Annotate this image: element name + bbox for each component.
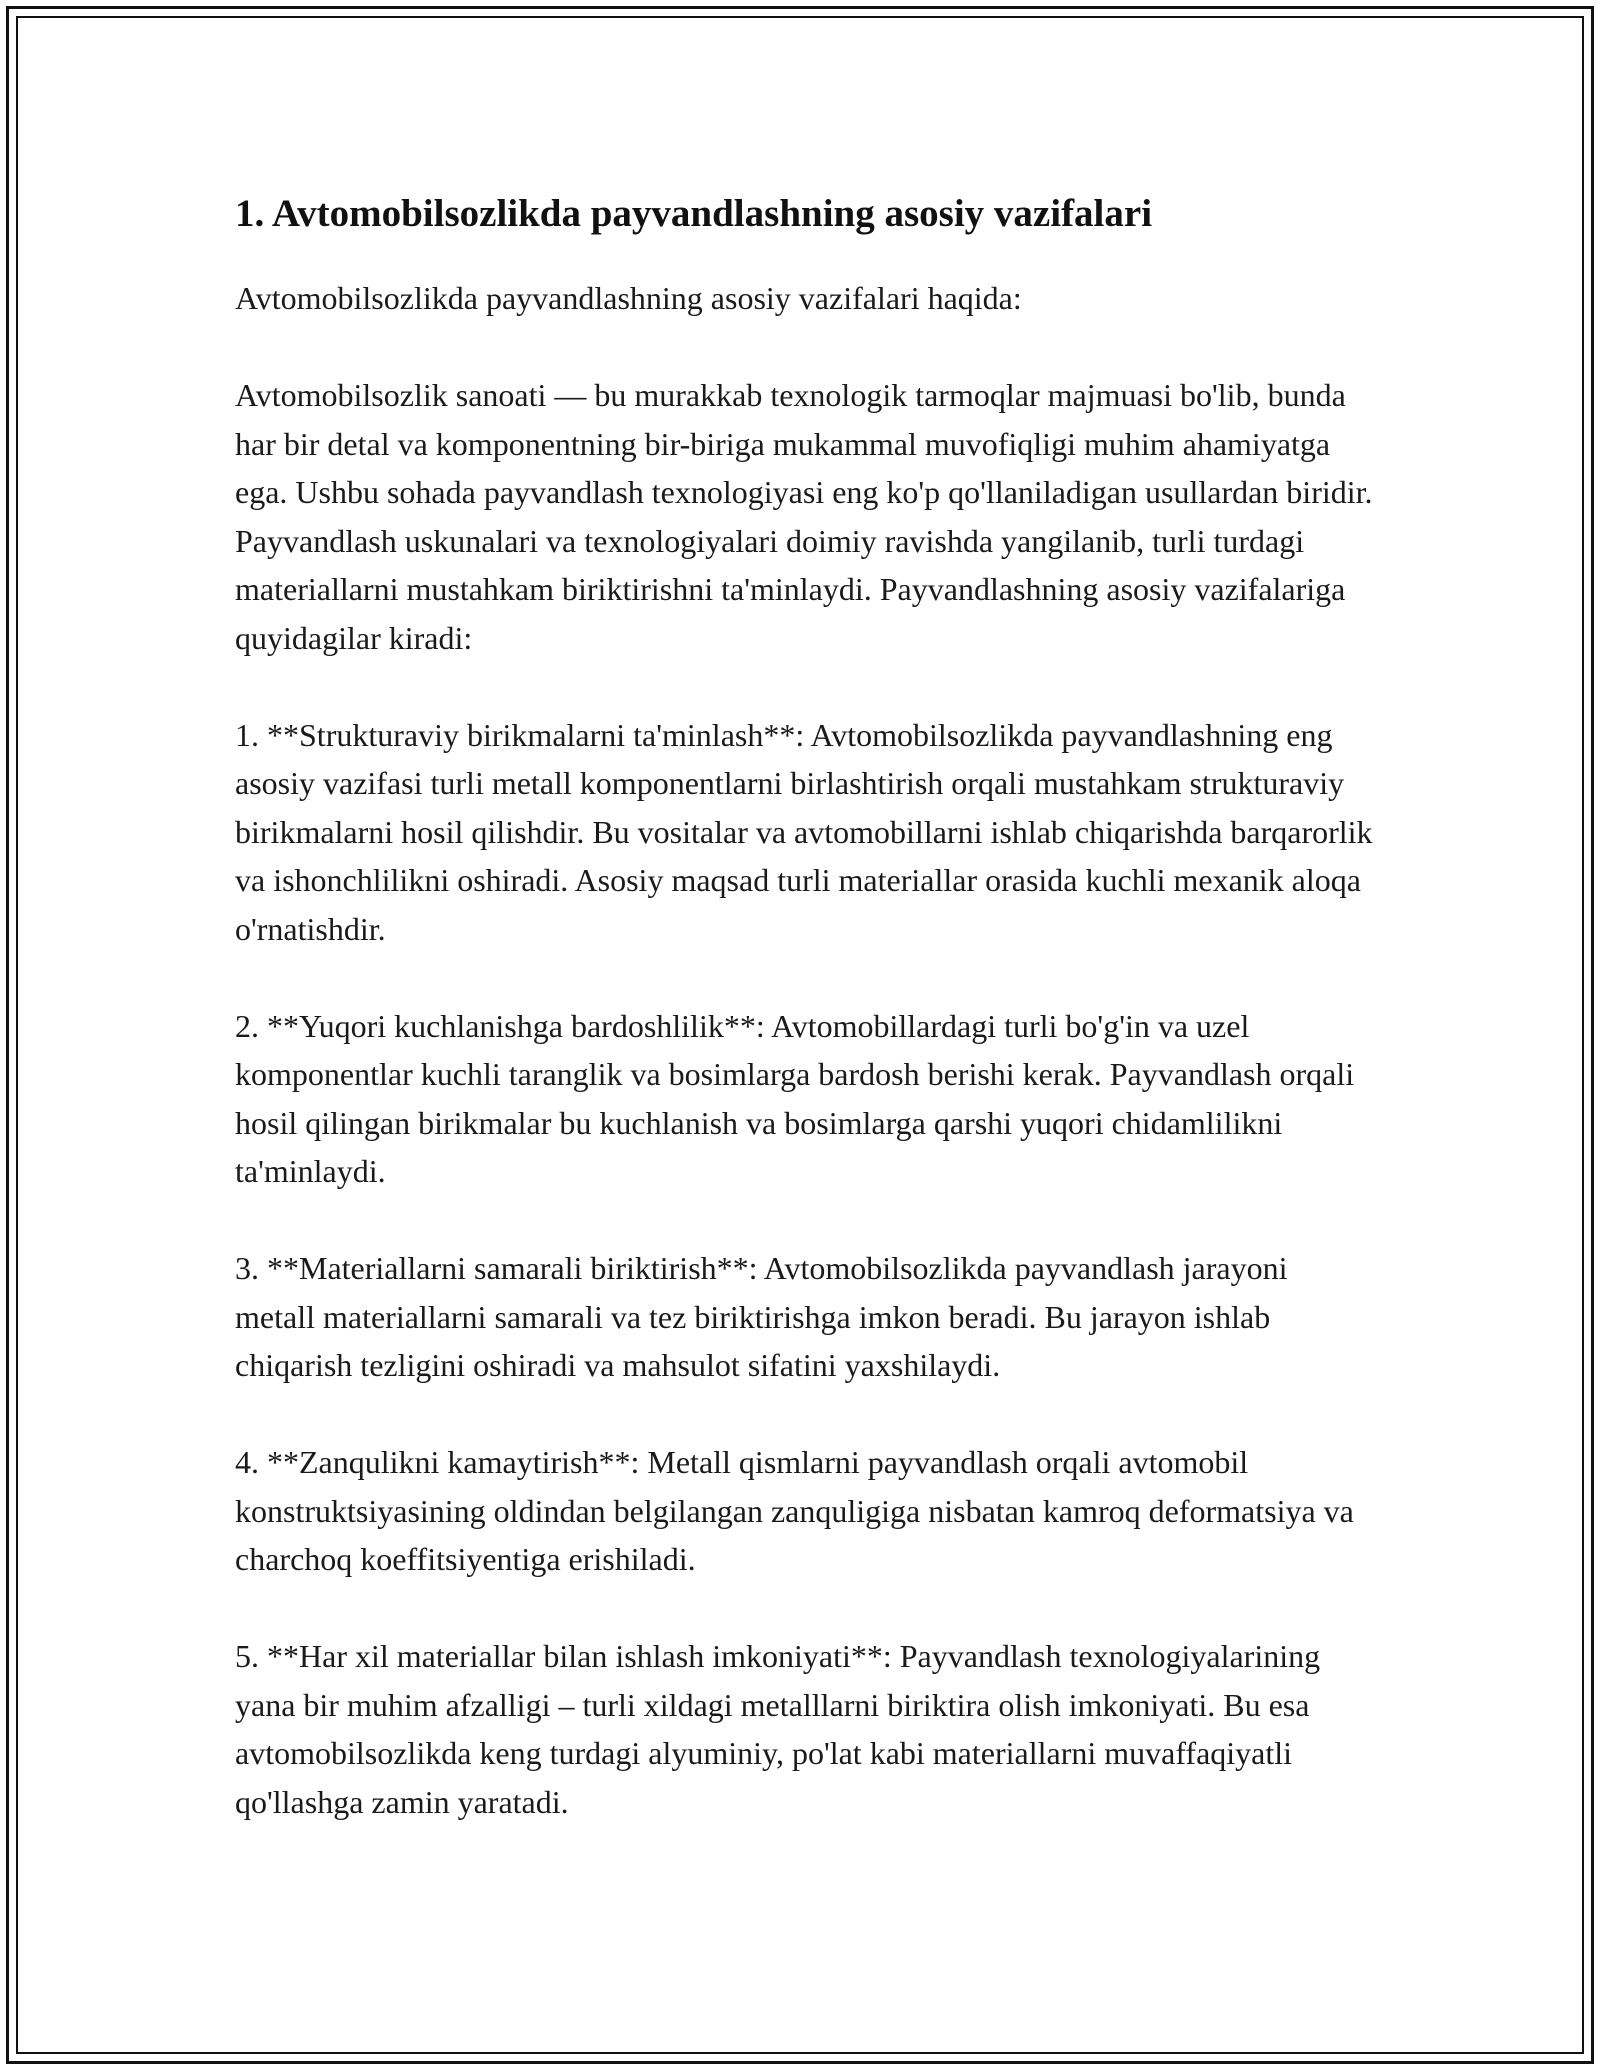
list-item-2: 2. **Yuqori kuchlanishga bardoshlilik**: Avtomobillardagi turli bo'g'in va uzel komponentlar kuchli taranglik va bosimlarga bardosh berishi kerak. Payvandlash orqali hosil qilingan birikmalar bu kuchlanish va bosimlarga qarshi yuqori chidamlilikni ta'minlaydi.: [235, 1007, 1355, 1189]
document-body: [235, 188, 1375, 1826]
list-item-4: 4. **Zanqulikni kamaytirish**: Metall qismlarni payvandlash orqali avtomobil konstruktsiyasining oldindan belgilangan zanquligiga nisbatan kamroq deformatsiya va charchoq koeffitsiyentiga erishiladi.: [235, 1444, 1354, 1577]
list-item-5: 5. **Har xil materiallar bilan ishlash imkoniyati**: Payvandlash texnologiyalarining yana bir muhim afzalligi – turli xildagi metalllarni biriktira olish imkoniyati. Bu esa avtomobilsozlikda keng turdagi alyuminiy, po'lat kabi materiallarni muvaffaqiyatli qo'llashga zamin yaratadi.: [235, 1638, 1321, 1820]
section-heading: 1. Avtomobilsozlikda payvandlashning asosiy vazifalari: [235, 192, 1153, 235]
intro-paragraph: Avtomobilsozlik sanoati — bu murakkab texnologik tarmoqlar majmuasi bo'lib, bunda har bir detal va komponentning bir-biriga mukammal muvofiqligi muhim ahamiyatga ega. Ushbu sohada payvandlash texnologiyasi eng ko'p qo'llaniladigan usullardan biridir. Payvandlash uskunalari va texnologiyalari doimiy ravishda yangilanib, turli turdagi materiallarni mustahkam biriktirishni ta'minlaydi. Payvandlashning asosiy vazifalariga quyidagilar kiradi:: [235, 377, 1373, 656]
intro-line: Avtomobilsozlikda payvandlashning asosiy vazifalari haqida:: [235, 280, 1022, 316]
list-item-1: 1. **Strukturaviy birikmalarni ta'minlash**: Avtomobilsozlikda payvandlashning eng asosiy vazifasi turli metall komponentlarni birlashtirish orqali mustahkam strukturaviy birikmalarni hosil qilishdir. Bu vositalar va avtomobillarni ishlab chiqarishda barqarorlik va ishonchlilikni oshiradi. Asosiy maqsad turli materiallar orasida kuchli mexanik aloqa o'rnatishdir.: [235, 716, 1373, 947]
list-item-3: 3. **Materiallarni samarali biriktirish**: Avtomobilsozlikda payvandlash jarayoni metall materiallarni samarali va tez biriktirishga imkon beradi. Bu jarayon ishlab chiqarish tezligini oshiradi va mahsulot sifatini yaxshilaydi.: [235, 1250, 1288, 1383]
